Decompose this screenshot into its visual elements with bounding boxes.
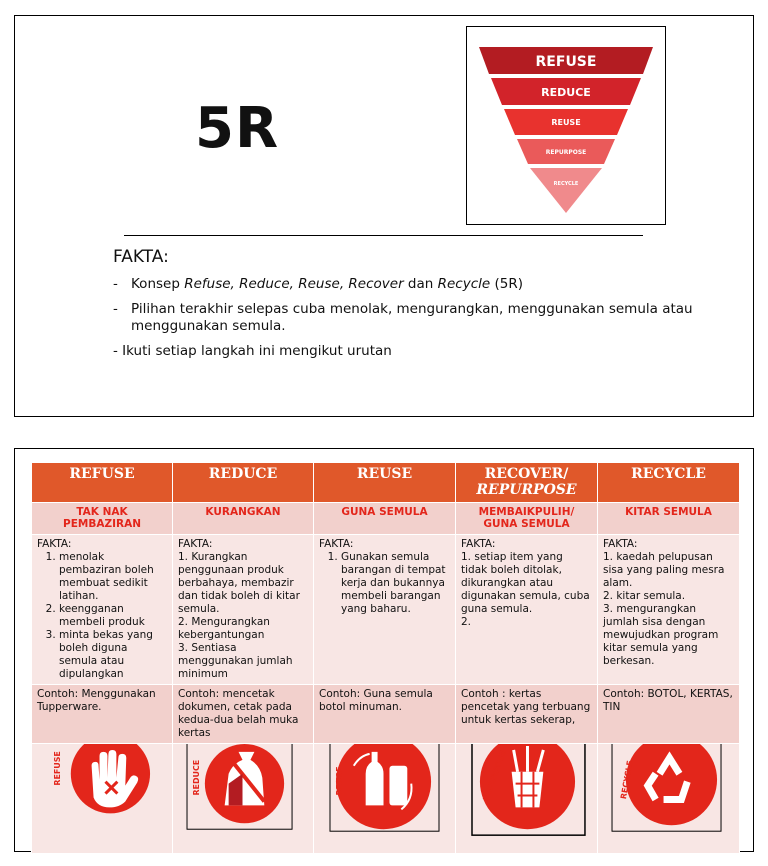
sub-recycle: KITAR SEMULA [598,503,740,535]
header-repurpose-label: REPURPOSE [476,482,577,498]
pyramid-label-reduce: REDUCE [541,86,591,99]
fakta-cell-reduce [173,535,314,685]
bullet1-part-a: Konsep [131,276,185,292]
icon-cell-refuse [32,744,173,854]
sub-reuse: GUNA SEMULA [314,503,456,535]
divider-line [124,235,643,236]
slide-5r-intro [14,15,754,417]
header-reuse: REUSE [314,463,456,503]
fakta-list-reuse [319,551,450,616]
fakta-cell-reuse [314,535,456,685]
bullet-text: Pilihan terakhir selepas cuba menolak, mengurangkan, menggunakan semula atau menggunakan semula. [131,301,693,334]
icon-row [32,744,740,854]
fakta-row [32,535,740,685]
header-recycle: RECYCLE [598,463,740,503]
pyramid-label-reuse: REUSE [551,118,581,127]
slide-title: 5R [195,96,280,161]
header-reduce: REDUCE [173,463,314,503]
fakta-cell-recycle [598,535,740,685]
icon-label-repurpose: REPURPOSE [481,748,508,803]
bullet-text [131,276,713,293]
fakta-heading: FAKTA: [113,247,169,267]
bullet-dash: - [113,276,118,292]
header-row [32,463,740,503]
icon-cell-recycle [598,744,740,854]
trash-bag-icon [173,744,313,853]
bottle-can-icon [314,744,455,853]
example-recycle: Contoh: BOTOL, KERTAS, TIN [598,685,740,744]
pyramid-image [466,26,666,225]
fakta-cell-recover [456,535,598,685]
fakta-label: FAKTA: [178,538,213,550]
fakta-list-refuse [37,551,167,681]
pyramid-label-repurpose: REPURPOSE [545,149,587,156]
fakta-label: FAKTA: [461,538,496,550]
example-reduce: Contoh: mencetak dokumen, cetak pada kedua-dua belah muka kertas [173,685,314,744]
fakta-label: FAKTA: [603,538,638,550]
example-row [32,685,740,744]
fakta-text-recycle: 1. kaedah pelupusan sisa yang paling mesra alam. 2. kitar semula. 3. mengurangkan jumlah sisa dengan mewujudkan program kitar semula yang berkesan. [603,551,725,667]
pyramid-graphic [467,27,665,224]
cup-pens-icon [456,744,597,853]
icon-cell-reduce [173,744,314,854]
fakta-bullet [113,301,713,335]
hand-stop-icon [32,744,172,853]
fakta-bullet [113,276,713,293]
fakta-text-reduce: 1. Kurangkan penggunaan produk berbahaya, membazir dan tidak boleh di kitar semula. 2. Mengurangkan kebergantungan 3. Sentiasa menggunakan jumlah minimum [178,551,300,680]
icon-label-reduce: REDUCE [191,759,201,796]
fakta-item: 3. minta bekas yang boleh diguna semula atau dipulangkan [59,629,167,681]
sub-recover: MEMBAIKPULIH/ GUNA SEMULA [456,503,598,535]
pyramid-label-refuse: REFUSE [535,54,597,70]
subheader-row [32,503,740,535]
pyramid-label-recycle: RECYCLE [553,181,579,187]
bullet1-part-c: dan [403,276,438,292]
fakta-item: 1. Gunakan semula barangan di tempat kerja dan bukannya membeli barangan yang baharu. [341,551,450,616]
icon-label-recycle: RECYCLE [618,759,635,800]
bullet-dash: - [113,301,118,317]
sub-refuse: TAK NAK PEMBAZIRAN [32,503,173,535]
instruction-line: - Ikuti setiap langkah ini mengikut urutan [113,343,392,359]
sub-reduce: KURANGKAN [173,503,314,535]
header-recover-label: RECOVER/ [484,466,569,482]
example-reuse: Contoh: Guna semula botol minuman. [314,685,456,744]
icon-label-refuse: REFUSE [52,751,62,786]
icon-label-reuse: REUSE [334,766,344,796]
bullet1-part-b: Refuse, Reduce, Reuse, Recover [184,276,404,292]
icon-cell-reuse [314,744,456,854]
fakta-item: 2. keengganan membeli produk [59,603,167,629]
bullet1-part-d: Recycle [437,276,491,292]
example-recover: Contoh : kertas pencetak yang terbuang untuk kertas sekerap, [456,685,598,744]
fakta-list [113,276,713,360]
fakta-item: 1. menolak pembaziran boleh membuat sedikit latihan. [59,551,167,603]
header-refuse: REFUSE [32,463,173,503]
example-refuse: Contoh: Menggunakan Tupperware. [32,685,173,744]
slide-5r-table [14,448,754,852]
header-recover [456,463,598,503]
fakta-label: FAKTA: [37,538,72,550]
fakta-cell-refuse [32,535,173,685]
bullet1-part-e: (5R) [490,276,523,292]
5r-table [31,462,740,854]
icon-cell-repurpose [456,744,598,854]
fakta-text-recover: 1. setiap item yang tidak boleh ditolak, dikurangkan atau digunakan semula, cuba guna semula. 2. [461,551,590,628]
recycle-arrows-icon [598,744,739,853]
fakta-label: FAKTA: [319,538,354,550]
